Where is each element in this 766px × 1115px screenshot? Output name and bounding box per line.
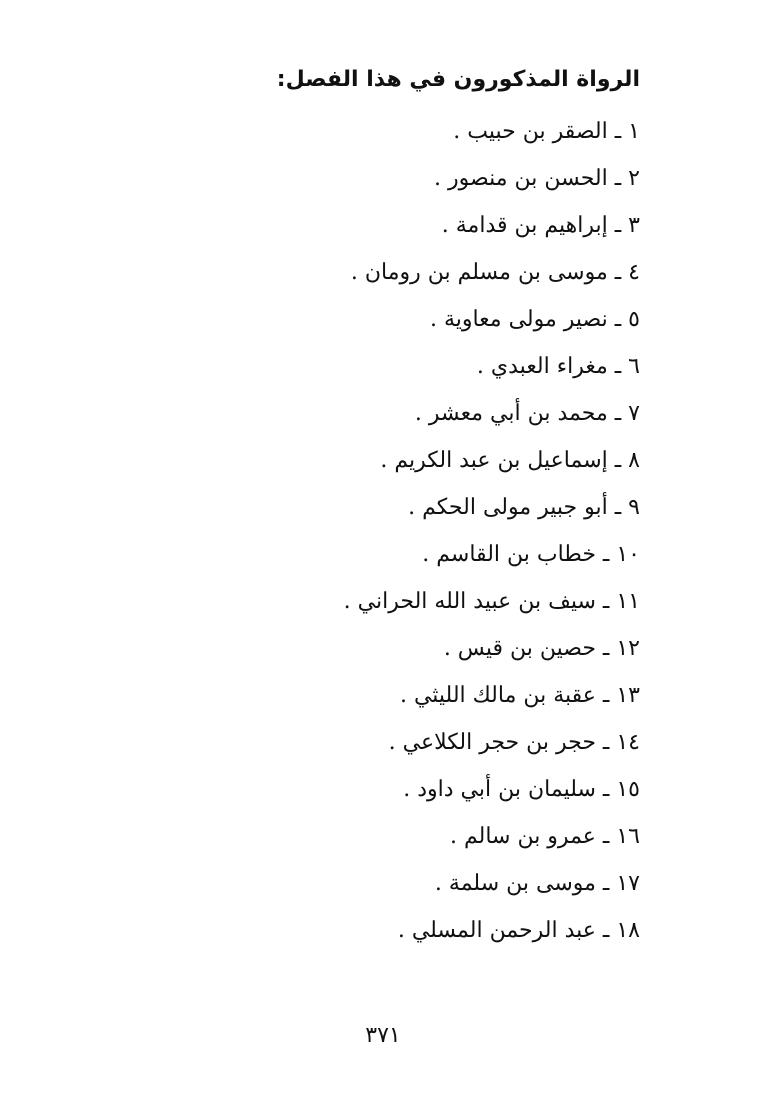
list-item: ١٠ ـ خطاب بن القاسم .	[422, 542, 640, 567]
list-item: ٢ ـ الحسن بن منصور .	[434, 166, 640, 191]
page-number: ٣٧١	[365, 1023, 401, 1048]
list-item: ٣ ـ إبراهيم بن قدامة .	[441, 213, 640, 238]
list-item: ١٧ ـ موسى بن سلمة .	[434, 871, 640, 896]
list-item: ١٦ ـ عمرو بن سالم .	[449, 824, 640, 849]
list-item: ٩ ـ أبو جبير مولى الحكم .	[408, 495, 640, 520]
list-item: ٨ ـ إسماعيل بن عبد الكريم .	[380, 448, 640, 473]
list-item: ١ ـ الصقر بن حبيب .	[453, 119, 640, 144]
list-item: ٦ ـ مغراء العبدي .	[476, 354, 640, 379]
list-item: ١١ ـ سيف بن عبيد الله الحراني .	[343, 589, 640, 614]
list-item: ١٣ ـ عقبة بن مالك الليثي .	[399, 683, 640, 708]
list-item: ١٢ ـ حصين بن قيس .	[443, 636, 640, 661]
list-item: ١٨ ـ عبد الرحمن المسلي .	[397, 918, 640, 943]
list-item: ١٤ ـ حجر بن حجر الكلاعي .	[388, 730, 640, 755]
section-heading: الرواة المذكورون في هذا الفصل:	[276, 67, 640, 92]
narrator-list	[344, 108, 640, 954]
list-item: ١٥ ـ سليمان بن أبي داود .	[403, 777, 640, 802]
list-item: ٥ ـ نصير مولى معاوية .	[429, 307, 640, 332]
list-item: ٧ ـ محمد بن أبي معشر .	[414, 401, 640, 426]
list-item: ٤ ـ موسى بن مسلم بن رومان .	[350, 260, 640, 285]
